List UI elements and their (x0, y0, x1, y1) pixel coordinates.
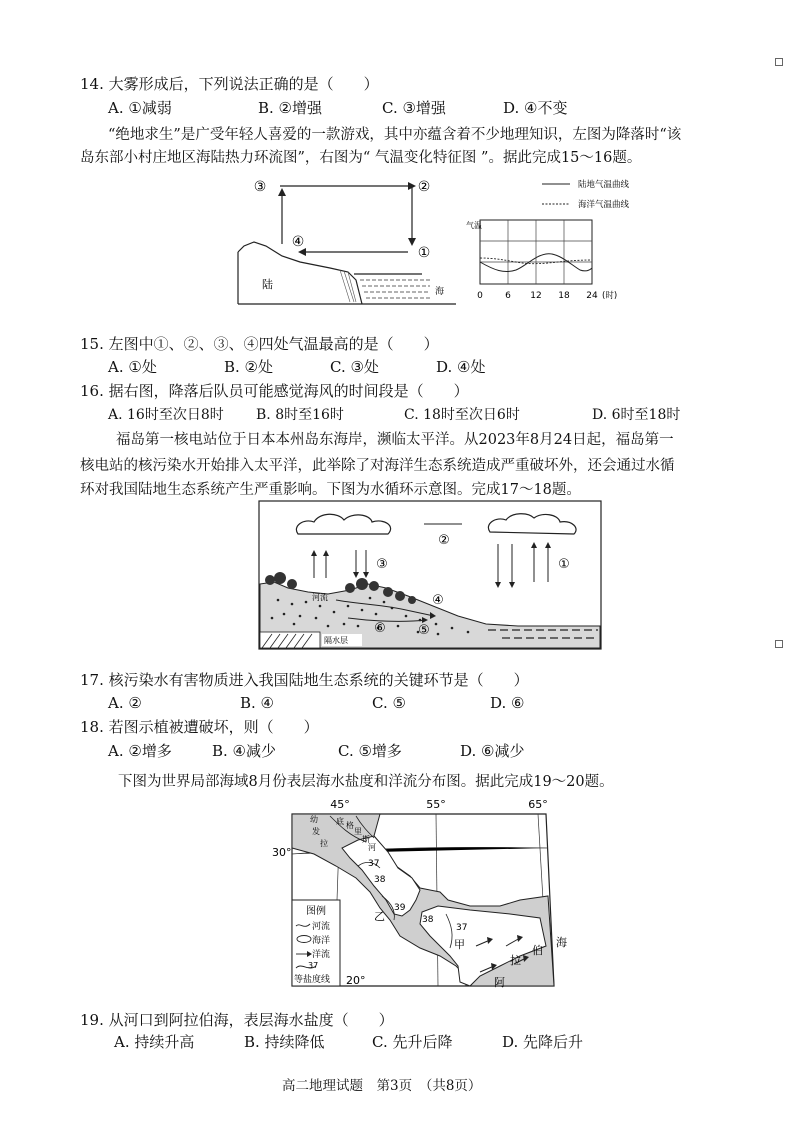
intro-15-16-line2: 岛东部小村庄地区海陆热力环流图”，右图为“ 气温变化特征图 ”。据此完成15～16题。 (80, 150, 642, 166)
legend-ocean: 海洋 (312, 936, 331, 946)
water-cycle-diagram (258, 500, 602, 650)
q19-option-a: A. 持续升高 (114, 1033, 195, 1051)
q18-option-d: D. ⑥减少 (460, 742, 525, 760)
isohaline-38b: 38 (422, 915, 434, 925)
label-2: ② (438, 533, 450, 548)
aquiclude-label: 隔水层 (324, 636, 348, 645)
land-sea-circulation-diagram (230, 172, 460, 312)
q17-option-c: C. ⑤ (372, 694, 406, 712)
q14-stem: 14. 大雾形成后，下列说法正确的是（ ） (80, 75, 379, 93)
river-label: 河流 (312, 593, 328, 602)
place-char: 河 (368, 843, 376, 852)
intro-17-18-line3: 环对我国陆地生态系统产生严重影响。下图为水循环示意图。完成17～18题。 (80, 482, 581, 498)
arabian-sea-char: 海 (556, 936, 567, 949)
q18-stem: 18. 若图示植被遭破坏，则（ ） (80, 718, 319, 736)
q15-stem: 15. 左图中①、②、③、④四处气温最高的是（ ） (80, 335, 439, 353)
land-label: 陆 (262, 278, 273, 291)
point-4-label: ④ (291, 234, 305, 250)
legend-river: 河流 (312, 922, 331, 932)
q15-option-c: C. ③处 (330, 358, 379, 376)
q15-option-b: B. ②处 (224, 358, 274, 376)
q19-option-b: B. 持续降低 (244, 1033, 325, 1051)
q17-option-a: A. ② (108, 694, 142, 712)
point-2-label: ② (417, 179, 431, 195)
arabian-sea-char: 伯 (532, 944, 543, 957)
tick-12: 12 (530, 291, 542, 301)
isohaline-39: 39 (394, 903, 406, 913)
q19-stem: 19. 从河口到阿拉伯海，表层海水盐度（ ） (80, 1011, 394, 1029)
q19-option-d: D. 先降后升 (502, 1033, 584, 1051)
intro-17-18-line1: 福岛第一核电站位于日本本州岛东海岸，濒临太平洋。从2023年8月24日起，福岛第一 (116, 432, 674, 448)
label-yi: 乙 (374, 910, 385, 923)
q16-option-c: C. 18时至次日6时 (404, 407, 520, 423)
q14-option-c: C. ③增强 (382, 99, 446, 117)
place-char: 斯 (362, 835, 370, 844)
q17-option-d: D. ⑥ (490, 694, 525, 712)
sea-label: 海 (435, 287, 445, 297)
place-char: 格 (346, 821, 354, 830)
legend-sea-curve: 海洋气温曲线 (578, 200, 630, 210)
q16-option-a: A. 16时至次日8时 (108, 407, 224, 423)
tick-18: 18 (558, 291, 570, 301)
label-jia: 甲 (454, 938, 465, 951)
q16-stem: 16. 据右图，降落后队员可能感觉海风的时间段是（ ） (80, 382, 469, 400)
intro-15-16-line1: “绝地求生”是广受年轻人喜爱的一款游戏，其中亦蕴含着不少地理知识，左图为降落时“该 (108, 127, 682, 143)
legend-isohaline: 等盐度线 (294, 975, 331, 985)
q17-stem: 17. 核污染水有害物质进入我国陆地生态系统的关键环节是（ ） (80, 671, 529, 689)
label-4: ④ (432, 593, 444, 608)
tick-6: 6 (505, 291, 511, 301)
isohaline-37b: 37 (456, 923, 468, 933)
q18-option-b: B. ④减少 (212, 742, 277, 760)
q14-option-d: D. ④不变 (503, 99, 568, 117)
place-char: 里 (354, 827, 362, 836)
lon-45: 45° (330, 798, 350, 811)
q19-option-c: C. 先升后降 (372, 1033, 453, 1051)
legend-title: 图例 (306, 906, 326, 917)
page-footer: 高二地理试题 第3页 （共8页） (282, 1078, 482, 1094)
scan-corner-mark (775, 640, 783, 648)
lon-55: 55° (426, 798, 446, 811)
q16-option-b: B. 8时至16时 (256, 407, 344, 423)
isohaline-38a: 38 (374, 875, 386, 885)
place-char: 幼 (310, 815, 318, 824)
legend-current: 洋流 (312, 950, 331, 960)
q15-option-a: A. ①处 (108, 358, 157, 376)
q14-option-a: A. ①减弱 (108, 99, 172, 117)
arabian-sea-char: 拉 (510, 954, 521, 967)
label-6: ⑥ (374, 621, 386, 636)
isohaline-37a: 37 (368, 859, 380, 869)
label-5: ⑤ (418, 623, 430, 638)
label-3: ③ (376, 557, 388, 572)
q18-option-c: C. ⑤增多 (338, 742, 402, 760)
q14-option-b: B. ②增强 (258, 99, 323, 117)
salinity-current-map (270, 796, 590, 998)
intro-19-20-line1: 下图为世界局部海域8月份表层海水盐度和洋流分布图。据此完成19～20题。 (118, 774, 614, 790)
chart-unit: (时) (602, 291, 618, 301)
chart-ylabel: 气温 (466, 221, 482, 230)
intro-17-18-line2: 核电站的核污染水开始排入太平洋，此举除了对海洋生态系统造成严重破坏外，还会通过水循 (80, 458, 675, 474)
q18-option-a: A. ②增多 (108, 742, 172, 760)
arabian-sea-char: 阿 (494, 976, 505, 989)
q17-option-b: B. ④ (240, 694, 275, 712)
point-1-label: ① (417, 245, 431, 261)
scan-corner-mark (775, 58, 783, 66)
label-1: ① (558, 557, 570, 572)
q15-option-d: D. ④处 (436, 358, 486, 376)
legend-isohaline-sample: 37 (308, 961, 319, 970)
lon-65: 65° (528, 798, 548, 811)
lat-20: 20° (346, 974, 366, 987)
place-char: 发 (312, 827, 320, 836)
tick-0: 0 (477, 291, 483, 301)
point-3-label: ③ (253, 179, 267, 195)
q16-option-d: D. 6时至18时 (592, 407, 681, 423)
place-char: 拉 (320, 839, 328, 848)
legend-land-curve: 陆地气温曲线 (578, 180, 630, 190)
tick-24: 24 (586, 291, 598, 301)
temperature-change-chart (460, 172, 660, 312)
place-char: 底 (336, 817, 344, 826)
lat-30: 30° (272, 846, 292, 859)
